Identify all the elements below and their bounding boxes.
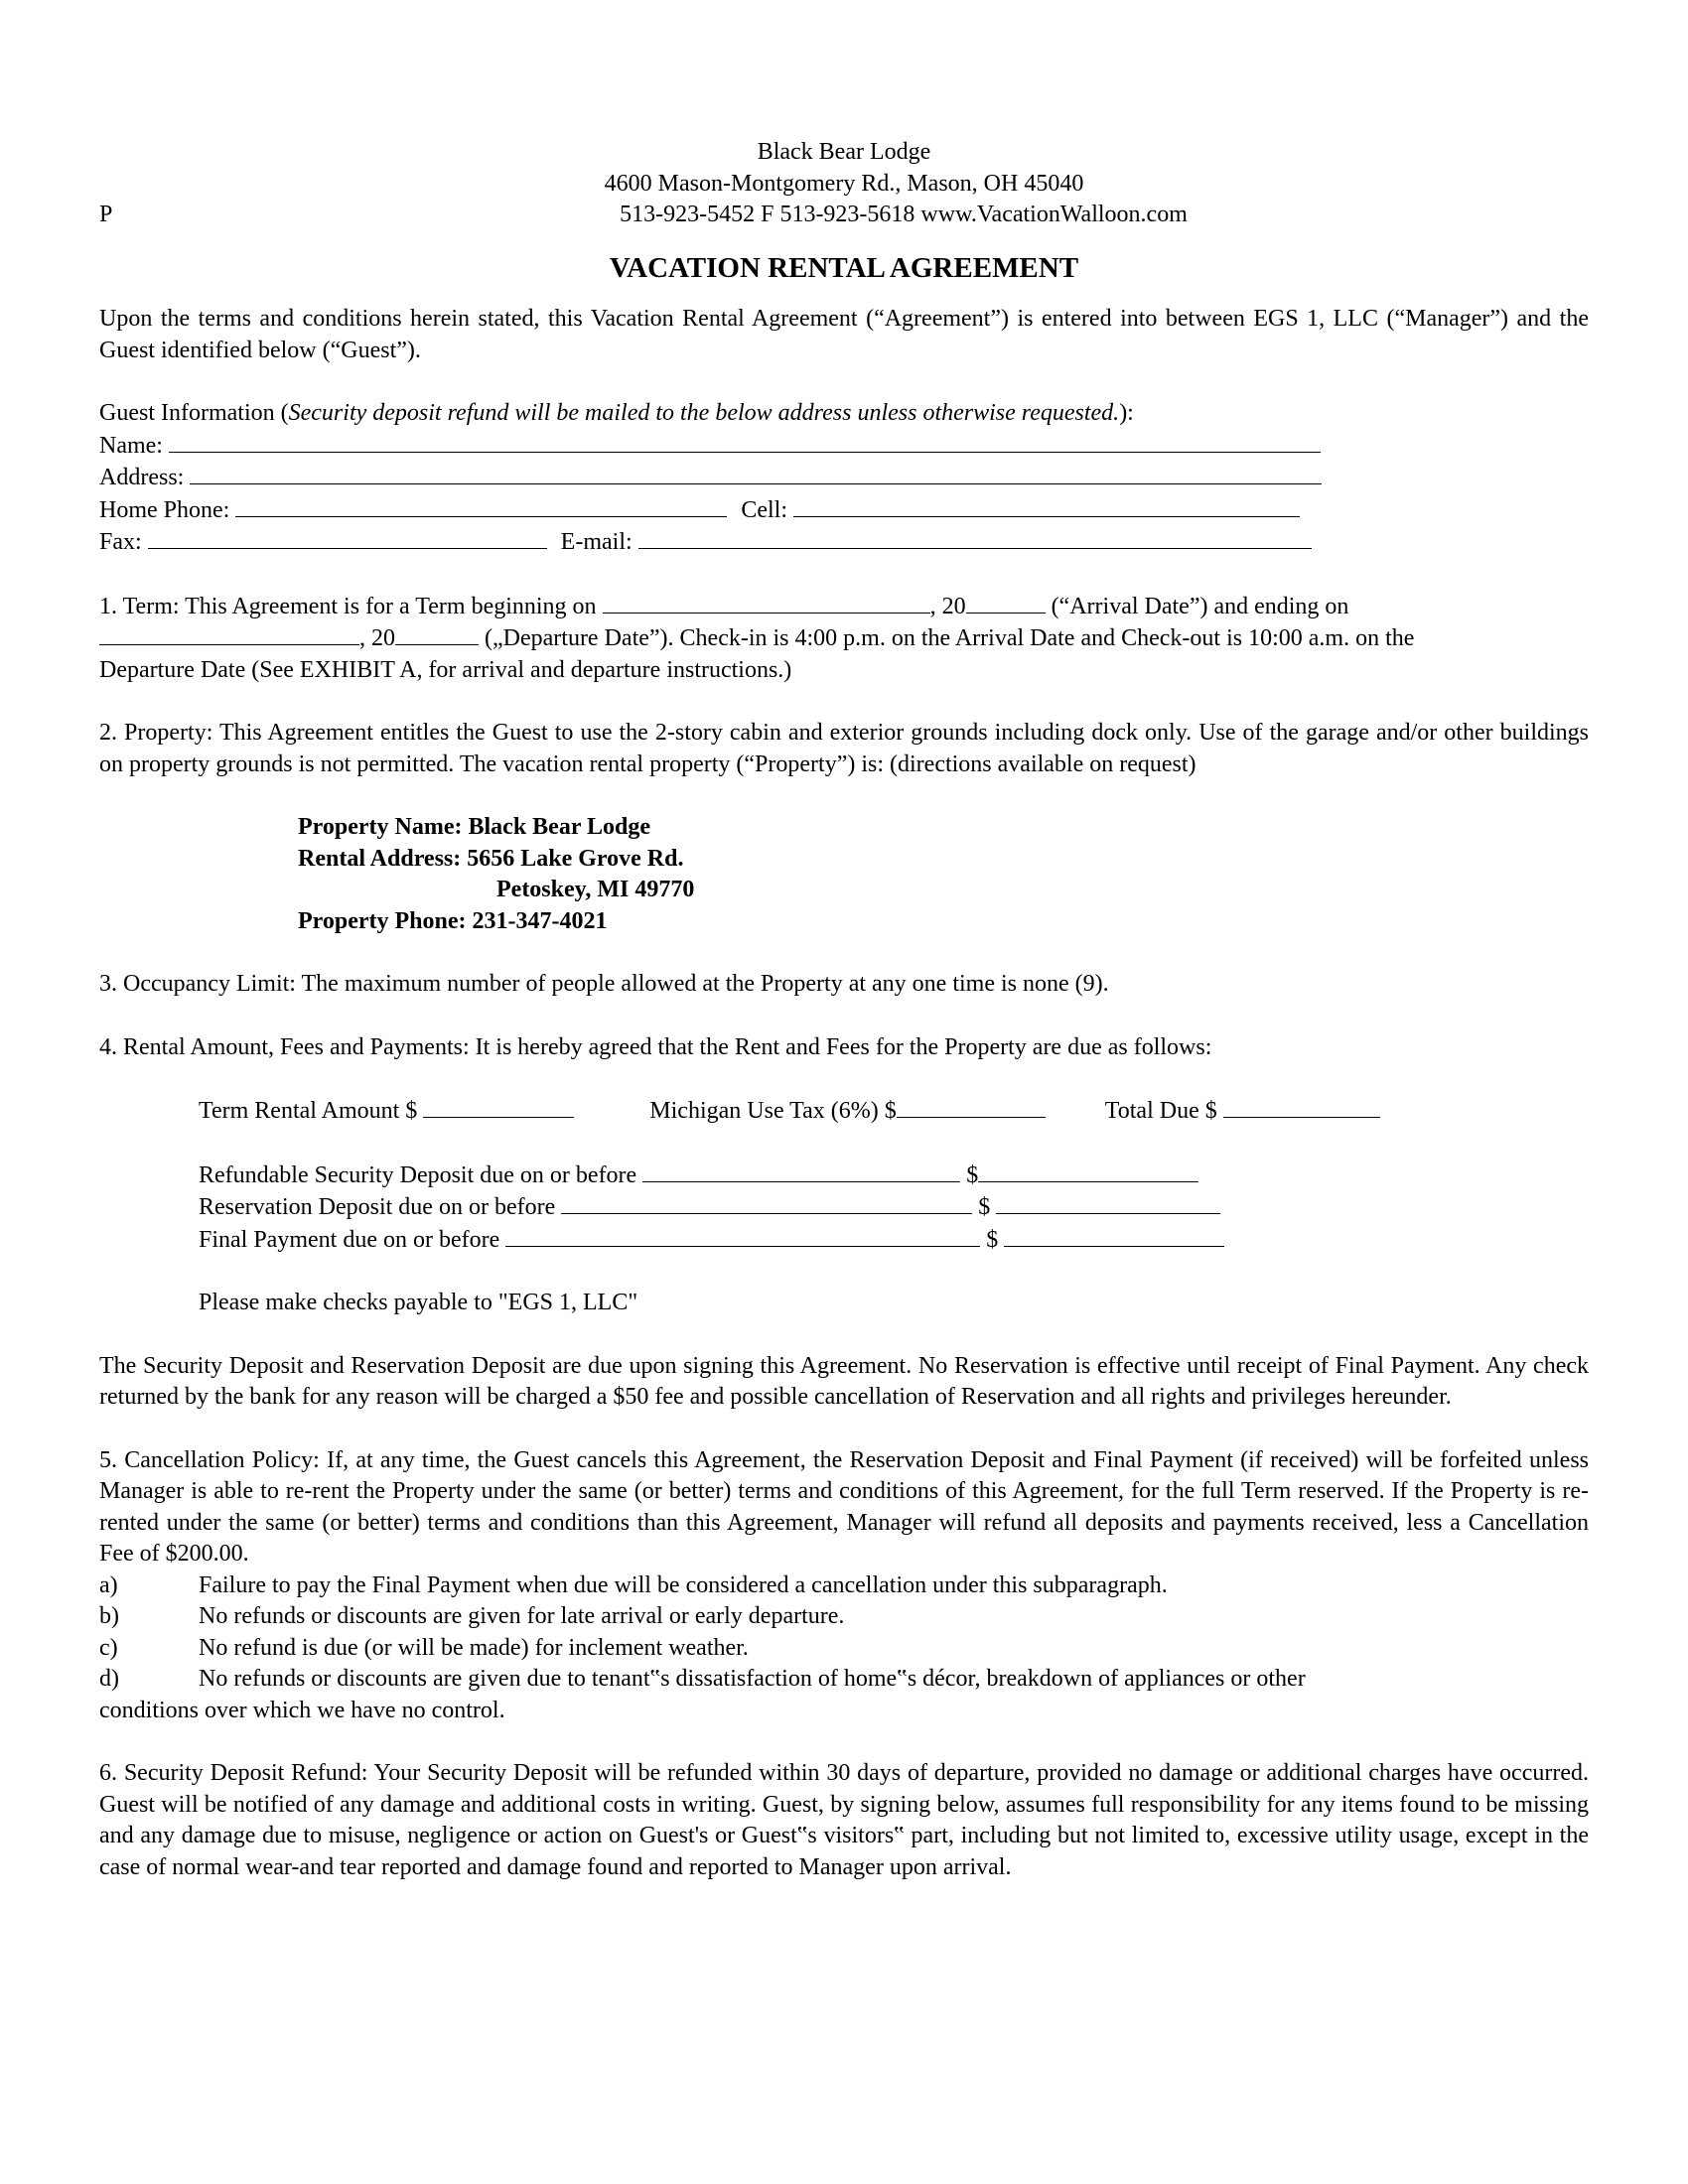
- document-title: VACATION RENTAL AGREEMENT: [609, 251, 1079, 284]
- fax-field[interactable]: [148, 526, 547, 549]
- address-field[interactable]: [190, 462, 1322, 484]
- list-item: b) No refunds or discounts are given for late arrival or early departure.: [99, 1603, 845, 1629]
- final-payment-row: Final Payment due on or before $: [199, 1224, 1589, 1257]
- property-phone: Property Phone: 231-347-4021: [298, 907, 608, 934]
- deposit-note: The Security Deposit and Reservation Deposit are due upon signing this Agreement. No Reservation is effective until receipt of Final Payment. Any check returned by the bank for any reason will be charged a $50 fee and possible cancellation of Reservation and all rights and privileges hereunder.: [99, 1352, 1589, 1410]
- reservation-deposit-row: Reservation Deposit due on or before $: [199, 1191, 1589, 1224]
- arrival-date-field[interactable]: [603, 591, 930, 614]
- departure-year-field[interactable]: [395, 622, 479, 645]
- total-due-field[interactable]: [1223, 1095, 1380, 1118]
- reservation-date-field[interactable]: [561, 1191, 972, 1214]
- list-item-tail: conditions over which we have no control.: [99, 1697, 505, 1723]
- section-occupancy: 3. Occupancy Limit: The maximum number of people allowed at the Property at any one time is none (9).: [99, 971, 1109, 997]
- lodge-contact: 513-923-5452 F 513-923-5618 www.VacationWalloon.com: [620, 202, 1188, 227]
- email-field[interactable]: [638, 526, 1312, 549]
- section-term: 1. Term: This Agreement is for a Term beginning on , 20 (“Arrival Date”) and ending on , 20 („Departure Date”). Check-in is 4:00 p.m. on the Arrival Date and Check-out is 10:00 a.m. on the Departure Date (See EXHIBIT A, for arrival and departure instructions.): [99, 591, 1589, 687]
- property-address-2: Petoskey, MI 49770: [496, 877, 695, 902]
- guest-info-heading: Guest Information (Security deposit refund will be mailed to the below address unless otherwise requested.):: [99, 400, 1134, 426]
- use-tax-field[interactable]: [897, 1095, 1046, 1118]
- final-date-field[interactable]: [505, 1224, 980, 1247]
- fees-row-totals: Term Rental Amount $ Michigan Use Tax (6%) $ Total Due $: [199, 1095, 1589, 1128]
- cell-field[interactable]: [793, 494, 1300, 517]
- intro-paragraph: Upon the terms and conditions herein stated, this Vacation Rental Agreement (“Agreement”) is entered into between EGS 1, LLC (“Manager”) and the Guest identified below (“Guest”).: [99, 306, 1589, 363]
- lodge-name: Black Bear Lodge: [757, 139, 931, 165]
- section-cancellation: 5. Cancellation Policy: If, at any time, the Guest cancels this Agreement, the Reservation Deposit and Final Payment (if received) will be forfeited unless Manager is able to re-rent the Property under the same (or better) terms and conditions of this Agreement, for the full Term reserved. If the Property is re-rented under the same (or better) terms and conditions than this Agreement, Manager will refund all deposits and payments received, less a Cancellation Fee of $200.00.: [99, 1446, 1589, 1567]
- phone-row: Home Phone: Cell:: [99, 494, 1589, 527]
- list-item: a) Failure to pay the Final Payment when due will be considered a cancellation under this subparagraph.: [99, 1571, 1168, 1598]
- security-amount-field[interactable]: [978, 1160, 1198, 1182]
- reservation-amount-field[interactable]: [996, 1191, 1220, 1214]
- guest-information: [99, 398, 1589, 559]
- term-rental-field[interactable]: [423, 1095, 574, 1118]
- property-address-1: Rental Address: 5656 Lake Grove Rd.: [298, 845, 684, 872]
- property-name: Property Name: Black Bear Lodge: [298, 814, 651, 840]
- section-security-refund: 6. Security Deposit Refund: Your Security Deposit will be refunded within 30 days of departure, provided no damage or additional charges have occurred. Guest will be notified of any damage and additional costs in writing. Guest, by signing below, assumes full responsibility for any items found to be missing and any damage due to misuse, negligence or action on Guest's or Guest‟s visitors‟ part, including but not limited to, excessive utility usage, except in the case of normal wear-and tear reported and damage found and reported to Manager upon arrival.: [99, 1760, 1589, 1880]
- section-rental-amount: 4. Rental Amount, Fees and Payments: It is hereby agreed that the Rent and Fees for the Property are due as follows:: [99, 1033, 1212, 1060]
- list-item: c) No refund is due (or will be made) for inclement weather.: [99, 1634, 749, 1661]
- departure-date-field[interactable]: [99, 622, 359, 645]
- lodge-address: 4600 Mason-Montgomery Rd., Mason, OH 45040: [604, 170, 1084, 197]
- home-phone-field[interactable]: [235, 494, 727, 517]
- document-page: [99, 137, 1589, 1883]
- arrival-year-field[interactable]: [966, 591, 1046, 614]
- list-item: d) No refunds or discounts are given due to tenant‟s dissatisfaction of home‟s décor, breakdown of appliances or other: [99, 1666, 1306, 1692]
- property-details: [298, 812, 1589, 937]
- security-date-field[interactable]: [642, 1160, 960, 1182]
- fees-table: [199, 1095, 1589, 1319]
- final-amount-field[interactable]: [1004, 1224, 1224, 1247]
- address-row: Address:: [99, 462, 1589, 494]
- checks-payable-note: Please make checks payable to "EGS 1, LLC": [199, 1290, 638, 1315]
- left-mark: P: [99, 202, 113, 227]
- cancellation-list: [99, 1570, 1589, 1727]
- letterhead: [99, 137, 1589, 231]
- name-row: Name:: [99, 430, 1589, 463]
- fax-row: Fax: E-mail:: [99, 526, 1589, 559]
- name-field[interactable]: [169, 430, 1321, 453]
- section-property: 2. Property: This Agreement entitles the Guest to use the 2-story cabin and exterior grounds including dock only. Use of the garage and/or other buildings on property grounds is not permitted. The vacation rental property (“Property”) is: (directions available on request): [99, 720, 1589, 777]
- security-deposit-row: Refundable Security Deposit due on or before $: [199, 1160, 1589, 1192]
